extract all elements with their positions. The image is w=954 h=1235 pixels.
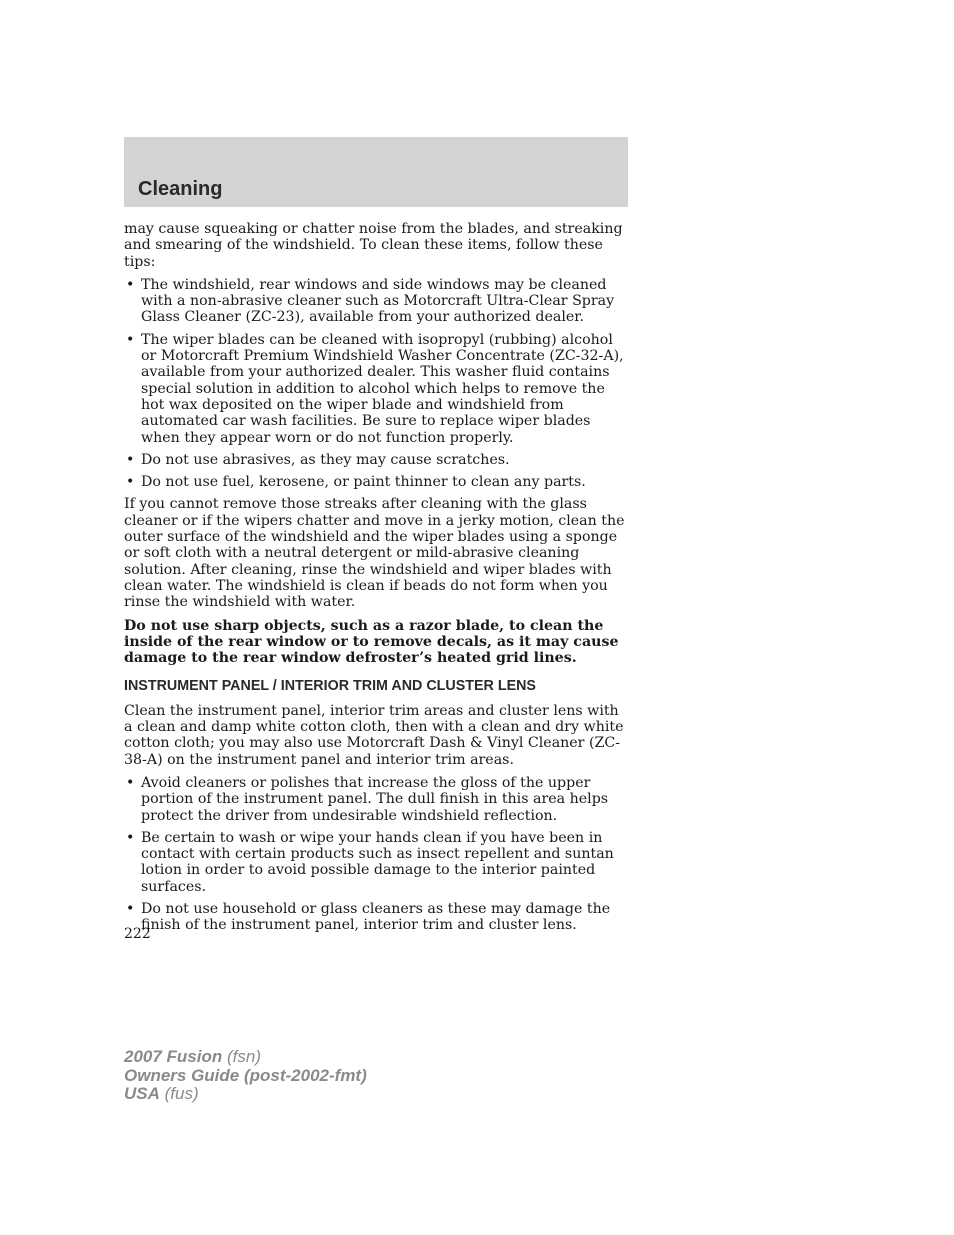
footer-model-code: (fsn) <box>227 1047 261 1066</box>
page-content <box>124 221 628 940</box>
list-item-text: Do not use abrasives, as they may cause scratches. <box>141 451 510 468</box>
section-heading: INSTRUMENT PANEL / INTERIOR TRIM AND CLUSTER LENS <box>124 678 536 695</box>
list-item <box>124 474 628 490</box>
section-header-band <box>124 137 628 207</box>
list-item <box>124 901 628 934</box>
footer-line-market <box>124 1085 367 1104</box>
footer-guide: Owners Guide (post-2002-fmt) <box>124 1065 367 1085</box>
warning-paragraph: Do not use sharp objects, such as a razor blade, to clean the inside of the rear window or to remove decals, as it may cause damage to the rear window defroster’s heated grid lines. <box>124 617 619 667</box>
footer-model: 2007 Fusion <box>124 1047 223 1066</box>
list-item-text: Do not use fuel, kerosene, or paint thinner to clean any parts. <box>141 474 586 491</box>
list-item-text: Avoid cleaners or polishes that increase the gloss of the upper portion of the instrument panel. The dull finish in this area helps protect the driver from undesirable windshield reflection. <box>141 774 609 824</box>
list-item <box>124 277 628 326</box>
section-title: Cleaning <box>138 178 223 200</box>
page-number: 222 <box>124 926 151 942</box>
instrument-panel-tips-list <box>124 775 628 934</box>
list-item-text: Be certain to wash or wipe your hands clean if you have been in contact with certain products such as insect repellent and suntan lotion in order to avoid possible damage to the interior painted surfaces. <box>141 829 614 895</box>
instrument-panel-paragraph: Clean the instrument panel, interior trim areas and cluster lens with a clean and damp white cotton cloth, then with a clean and dry white cotton cloth; you may also use Motorcraft Dash & Vinyl Cleaner (ZC-38-A) on the instrument panel and interior trim areas. <box>124 702 624 768</box>
bullet-icon: • <box>126 474 135 491</box>
bullet-icon: • <box>126 774 135 791</box>
footer-market: USA <box>124 1084 160 1103</box>
intro-paragraph: may cause squeaking or chatter noise from the blades, and streaking and smearing of the windshield. To clean these items, follow these tips: <box>124 221 623 270</box>
bullet-icon: • <box>126 276 135 293</box>
footer-line-model <box>124 1048 367 1067</box>
list-item-text: The wiper blades can be cleaned with isopropyl (rubbing) alcohol or Motorcraft Premium Windshield Washer Concentrate (ZC-32-A), available from your authorized dealer. This washer fluid contains special solution in addition to alcohol which helps to remove the hot wax deposited on the wiper blade and windshield from automated car wash facilities. Be sure to replace wiper blades when they appear worn or do not function properly. <box>141 331 624 446</box>
footer-market-code: (fus) <box>164 1084 199 1103</box>
bullet-icon: • <box>126 451 135 468</box>
list-item <box>124 775 628 824</box>
wiper-tips-list <box>124 277 628 491</box>
bullet-icon: • <box>126 331 135 348</box>
list-item-text: Do not use household or glass cleaners as these may damage the finish of the instrument panel, interior trim and cluster lens. <box>141 900 611 934</box>
document-footer <box>124 1048 367 1104</box>
list-item <box>124 452 628 468</box>
list-item <box>124 332 628 446</box>
streaks-paragraph: If you cannot remove those streaks after cleaning with the glass cleaner or if the wipers chatter and move in a jerky motion, clean the outer surface of the windshield and the wiper blades using a sponge or soft cloth with a neutral detergent or mild-abrasive cleaning solution. After cleaning, rinse the windshield and wiper blades with clean water. The windshield is clean if beads do not form when you rinse the windshield with water. <box>124 496 625 611</box>
list-item-text: The windshield, rear windows and side windows may be cleaned with a non-abrasive cleaner such as Motorcraft Ultra-Clear Spray Glass Cleaner (ZC-23), available from your authorized dealer. <box>141 276 615 326</box>
bullet-icon: • <box>126 829 135 846</box>
bullet-icon: • <box>126 900 135 917</box>
list-item <box>124 830 628 895</box>
